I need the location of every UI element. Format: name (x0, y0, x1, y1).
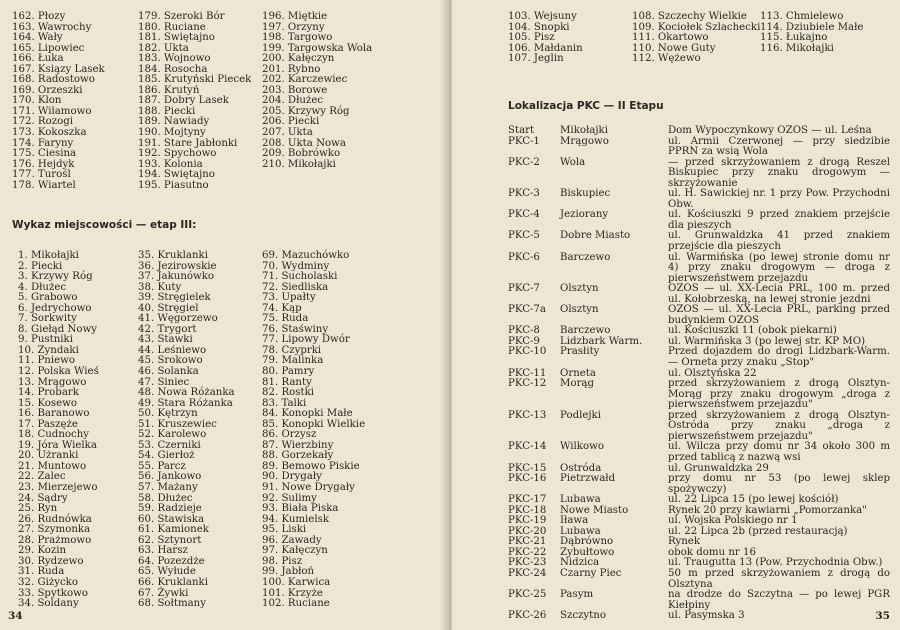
list-item: 59. Radzieje (138, 503, 202, 515)
list-item: 208. Ukta Nowa (262, 137, 346, 149)
pkc-description: na drodze do Szczytna — po lewej PGR Kiełpiny (668, 589, 890, 611)
pkc-row (508, 379, 890, 411)
list-item: 203. Borowe (262, 84, 328, 96)
pkc-code: PKC-1 (508, 135, 540, 147)
list-item: 162. Płozy (12, 11, 66, 22)
pkc-place: Nowe Miasto (560, 504, 629, 516)
list-item: 95. Liski (262, 524, 307, 536)
pkc-code: PKC-22 (508, 546, 547, 558)
pkc-code: PKC-23 (508, 557, 547, 569)
list-item: 65. Wyłude (138, 566, 196, 578)
list-item: 16. Baranowo (18, 408, 90, 420)
list-item: 179. Szeroki Bór (138, 11, 225, 22)
pkc-place: Orneta (560, 367, 596, 379)
list-item: 91. Nowe Drygały (262, 482, 355, 494)
list-item: 102. Ruciane (262, 598, 330, 610)
list-item: 86. Orzysz (262, 429, 317, 441)
pkc-description: Przed dojazdem do drogi Lidzbark-Warm. — Orneta przy znaku „Stop" (668, 346, 890, 369)
list-item: 24. Sądry (18, 492, 68, 504)
pkc-row (508, 137, 890, 158)
list-item: 114. Dziubiele Małe (760, 21, 864, 33)
list-item: 51. Kruszewiec (138, 418, 217, 430)
list-item: 201. Rybno (262, 63, 321, 75)
top-list-col3 (262, 12, 372, 170)
list-item: 6. Jedrychowo (18, 302, 92, 314)
bottom-list-col1 (18, 251, 99, 610)
list-item: 104. Snopki (508, 21, 570, 33)
list-item: 92. Sulimy (262, 492, 317, 504)
pkc-code: PKC-13 (508, 409, 547, 421)
list-item: 196. Miętkie (262, 11, 328, 22)
pkc-table (508, 126, 890, 622)
pkc-code: PKC-18 (508, 504, 547, 516)
list-item: 207. Ukta (262, 127, 313, 139)
list-item: 105. Pisz (508, 32, 555, 44)
section-heading-etap-3: Wykaz miejscowości — etap III: (12, 219, 197, 231)
list-item: 169. Orzeszki (12, 84, 83, 96)
list-item: 19. Jóra Wielka (18, 439, 97, 451)
list-item: 70. Wydminy (262, 260, 330, 272)
list-item: 79. Malinka (262, 355, 324, 367)
list-item: 13. Mrągowo (18, 376, 87, 388)
pkc-place: Dąbrówno (560, 536, 614, 548)
list-item: 80. Pamry (262, 366, 315, 378)
pkc-place: Olsztyn (560, 304, 599, 316)
pkc-code: PKC-12 (508, 378, 547, 390)
list-item: 42. Trygort (138, 323, 197, 335)
list-item: 100. Karwica (262, 576, 331, 588)
list-item: 57. Mażany (138, 482, 198, 494)
pkc-place: Lubawa (560, 525, 601, 537)
list-item: 76. Staświny (262, 323, 329, 335)
list-item: 109. Kociołek Szlachecki (632, 21, 761, 33)
pkc-code: PKC-17 (508, 494, 547, 506)
pkc-place: Wola (560, 156, 586, 168)
list-item: 168. Radostowo (12, 74, 95, 86)
list-item: 115. Łukajno (760, 32, 828, 44)
pkc-description: ul. Armii Czerwonej — przy siedzibie PPRN za wsią Wola (668, 135, 890, 158)
list-item: 78. Czyprki (262, 344, 322, 356)
list-item: 116. Mikołajki (760, 42, 834, 54)
pkc-description: 50 m przed skrzyżowaniem z drogą do Olsztyna (668, 567, 890, 590)
pkc-description: ul. Grunwaldzka 29 (668, 462, 769, 474)
pkc-description: ul. Olsztyńska 22 (668, 367, 757, 379)
list-item: 200. Kałęczyn (262, 53, 335, 65)
list-item: 197. Orzyny (262, 21, 325, 33)
list-item: 20. Użranki (18, 450, 79, 462)
list-item: 30. Rydzewo (18, 555, 84, 567)
list-item: 25. Ryn (18, 503, 58, 515)
pkc-place: Ostróda (560, 462, 602, 474)
pkc-code: PKC-20 (508, 525, 547, 537)
list-item: 36. Jezirowskie (138, 260, 217, 272)
list-item: 44. Leśniewo (138, 344, 207, 356)
list-item: 205. Krzywy Róg (262, 105, 350, 117)
pkc-description: Rynek (668, 536, 701, 548)
pkc-code: PKC-15 (508, 462, 547, 474)
list-item: 81. Ranty (262, 376, 312, 388)
list-item: 188. Piecki (138, 105, 196, 117)
right-page (452, 0, 900, 630)
pkc-place: Lidzbark Warm. (560, 335, 643, 347)
pkc-place: Podlejki (560, 409, 601, 421)
list-item: 22. Zalec (18, 471, 66, 483)
pkc-description: ul. H. Sawickiej nr. 1 przy Pow. Przychodni Obw. (668, 188, 890, 210)
list-item: 202. Karczewiec (262, 74, 348, 86)
pkc-code: PKC-3 (508, 188, 540, 200)
list-item: 96. Zawady (262, 534, 322, 546)
list-item: 56. Jankowo (138, 471, 202, 483)
list-item: 3. Krzywy Róg (18, 271, 93, 283)
pkc-row (508, 347, 890, 368)
list-item: 177. Turośl (12, 169, 71, 181)
pkc-place: Olsztyn (560, 283, 599, 295)
list-item: 189. Nawiady (138, 116, 210, 128)
list-item: 165. Lipowiec (12, 42, 85, 54)
list-item: 60. Stawiska (138, 513, 205, 525)
list-item: 26. Rudnówka (18, 513, 92, 525)
page-number-left: 34 (8, 610, 23, 622)
pkc-row (508, 189, 890, 210)
list-item: 67. Żywki (138, 587, 189, 599)
pkc-code: PKC-5 (508, 230, 540, 242)
pkc-code: PKC-4 (508, 209, 540, 221)
list-item: 193. Kolonia (138, 158, 203, 170)
list-item: 73. Upałty (262, 292, 316, 304)
pkc-code: PKC-9 (508, 335, 540, 347)
pkc-description: OZOS — ul. XX-Lecia PRL, parking przed budynkiem OZOS (668, 304, 890, 326)
pkc-description: ul. 22 Lipca 2b (przed restauracją) (668, 525, 848, 537)
list-item: 170. Klon (12, 95, 62, 107)
pkc-row (508, 590, 890, 611)
list-item: 182. Ukta (138, 42, 189, 54)
list-item: 183. Wojnowo (138, 53, 211, 65)
list-item: 23. Mierzejewo (18, 482, 98, 494)
right-top-list-col1 (508, 12, 583, 65)
list-item: 94. Kumielsk (262, 513, 329, 525)
pkc-description: Rynek 20 przy kawiarni „Pomorzanka" (668, 504, 867, 516)
list-item: 106. Małdanin (508, 42, 583, 54)
pkc-code: Start (508, 125, 535, 136)
pkc-description: ul. Grunwaldzka 41 przed znakiem przejście dla pieszych (668, 230, 890, 253)
list-item: 176. Hejdyk (12, 158, 75, 170)
list-item: 178. Wiartel (12, 179, 76, 191)
pkc-code: PKC-26 (508, 610, 547, 622)
pkc-place: Barczewo (560, 251, 611, 263)
list-item: 210. Mikołajki (262, 158, 336, 170)
pkc-code: PKC-6 (508, 251, 540, 263)
list-item: 49. Stara Różanka (138, 397, 233, 409)
pkc-place: Nidzica (560, 557, 600, 569)
pkc-table-body (508, 126, 890, 622)
list-item: 113. Chmielewo (760, 11, 844, 22)
list-item: 15. Kosewo (18, 397, 78, 409)
pkc-description: przy domu nr 53 (po lewej sklep spożywczy) (668, 473, 890, 495)
list-item: 209. Bobrówko (262, 148, 341, 160)
pkc-code: PKC-14 (508, 441, 547, 453)
list-item: 174. Faryny (12, 137, 74, 149)
list-item: 187. Dobry Lasek (138, 95, 229, 107)
page-number-right: 35 (875, 610, 890, 622)
list-item: 194. Swiętajno (138, 169, 215, 181)
pkc-row (508, 474, 890, 495)
list-item: 89. Bemowo Piskie (262, 460, 360, 472)
list-item: 5. Grabowo (18, 292, 78, 304)
pkc-place: Zybułtowo (560, 546, 615, 558)
list-item: 7. Sorkwity (18, 313, 77, 325)
pkc-row (508, 158, 890, 190)
pkc-description: ul. Pasymska 3 (668, 610, 745, 622)
pkc-row (508, 126, 890, 137)
list-item: 90. Drygały (262, 471, 322, 483)
list-item: 167. Ksiązy Lasek (12, 63, 105, 75)
list-item: 112. Wężewo (632, 53, 701, 65)
pkc-description: przed skrzyżowaniem z drogą Olsztyn-Ostróda przy znaku „droga z pierwszeństwem przejazdu" (668, 409, 890, 442)
list-item: 29. Kozin (18, 545, 67, 557)
pkc-code: PKC-7a (508, 304, 546, 316)
list-item: 163. Wawrochy (12, 21, 92, 33)
pkc-place: Jeziorany (560, 209, 609, 221)
list-item: 12. Polska Wieś (18, 366, 99, 378)
pkc-row (508, 442, 890, 463)
list-item: 195. Piasutno (138, 179, 209, 191)
pkc-code: PKC-24 (508, 567, 547, 579)
list-item: 75. Ruda (262, 313, 309, 325)
list-item: 61. Kamionek (138, 524, 209, 536)
pkc-description: ul. Wilcza przy domu nr 34 około 300 m przed tablicą z nazwą wsi (668, 441, 890, 463)
pkc-place: Barczewo (560, 325, 611, 337)
list-item: 180. Ruciane (138, 21, 206, 33)
pkc-description: ul. Warmińska 3 (po lewej str. KP MO) (668, 335, 866, 347)
pkc-description: ul. Traugutta 13 (Pow. Przychodnia Obw.) (668, 557, 883, 569)
list-item: 84. Konopki Małe (262, 408, 353, 420)
pkc-row (508, 210, 890, 231)
pkc-row (508, 411, 890, 443)
list-item: 68. Sołtmany (138, 598, 206, 610)
list-item: 204. Dłużec (262, 95, 324, 107)
list-item: 66. Kruklanki (138, 576, 208, 588)
right-top-list-col2 (632, 12, 760, 65)
list-item: 175. Ciesina (12, 148, 77, 160)
pkc-place: Mikołajki (560, 125, 608, 136)
list-item: 185. Krutyński Piecek (138, 74, 252, 86)
list-item: 39. Stręgielek (138, 292, 211, 304)
list-item: 74. Kąp (262, 302, 302, 314)
list-item: 77. Lipowy Dwór (262, 334, 350, 346)
pkc-description: — przed skrzyżowaniem z drogą Reszel Biskupiec przy znaku drogowym — skrzyżowanie (668, 156, 890, 189)
list-item: 43. Stawki (138, 334, 193, 346)
list-item: 55. Parcz (138, 460, 186, 472)
list-item: 191. Stare Jabłonki (138, 137, 238, 149)
top-list-col2 (138, 12, 251, 191)
list-item: 17. Paszęże (18, 418, 78, 430)
list-item: 206. Piecki (262, 116, 320, 128)
list-item: 1. Mikołajki (18, 250, 79, 261)
pkc-description: ul. Kościuszki 11 (obok piekarni) (668, 325, 837, 337)
list-item: 64. Pozezdże (138, 555, 205, 567)
list-item: 192. Spychowo (138, 148, 217, 160)
list-item: 31. Ruda (18, 566, 65, 578)
section-heading-pkc: Lokalizacja PKC — II Etapu (508, 100, 664, 112)
list-item: 35. Kruklanki (138, 250, 208, 261)
list-item: 88. Gorzekały (262, 450, 334, 462)
list-item: 98. Pisz (262, 555, 303, 567)
pkc-description: ul. Kościuszki 9 przed znakiem przejście dla pieszych (668, 209, 890, 231)
top-list-col1 (12, 12, 105, 191)
list-item: 71. Sucholaski (262, 271, 338, 283)
list-item: 198. Targowo (262, 32, 333, 44)
pkc-row (508, 305, 890, 326)
pkc-code: PKC-19 (508, 515, 547, 527)
list-item: 72. Siedliska (262, 281, 329, 293)
right-top-list-col3 (760, 12, 863, 54)
list-item: 108. Szczechy Wielkie (632, 11, 747, 22)
pkc-description: OZOS — ul. XX-Lecia PRL, 100 m. przed ul. Kołobrzeską, na lewej stronie jezdni (668, 283, 890, 305)
list-item: 97. Kałęczyn (262, 545, 328, 557)
pkc-description: przed skrzyżowaniem z drogą Olsztyn-Morąg przy znaku drogowym „droga z pierwszeństwem przejazdu" (668, 378, 890, 411)
list-item: 54. Gierłoż (138, 450, 195, 462)
list-item: 63. Harsz (138, 545, 188, 557)
list-item: 14. Probark (18, 387, 79, 399)
pkc-place: Morąg (560, 378, 595, 390)
pkc-description: obok domu nr 16 (668, 546, 756, 558)
list-item: 33. Spytkowo (18, 587, 88, 599)
pkc-code: PKC-10 (508, 346, 547, 358)
list-item: 99. Jabłoń (262, 566, 315, 578)
list-item: 93. Biała Piska (262, 503, 339, 515)
list-item: 11. Pniewo (18, 355, 75, 367)
list-item: 173. Kokoszka (12, 127, 87, 139)
list-item: 18. Cudnochy (18, 429, 90, 441)
list-item: 83. Talki (262, 397, 307, 409)
pkc-place: Lubawa (560, 494, 601, 506)
list-item: 37. Jakunówko (138, 271, 215, 283)
list-item: 172. Rozogi (12, 116, 74, 128)
list-item: 47. Siniec (138, 376, 190, 388)
list-item: 190. Mojtyny (138, 127, 206, 139)
list-item: 164. Wały (12, 32, 63, 44)
list-item: 101. Krzyże (262, 587, 323, 599)
list-item: 4. Dłużec (18, 281, 67, 293)
pkc-place: Pietrzwałd (560, 473, 616, 485)
list-item: 48. Nowa Różanka (138, 387, 235, 399)
pkc-code: PKC-25 (508, 589, 547, 601)
list-item: 58. Dłużec (138, 492, 193, 504)
pkc-description: ul. Wojska Polskiego nr 1 (668, 515, 798, 527)
list-item: 69. Mazuchówko (262, 250, 350, 261)
list-item: 85. Konopki Wielkie (262, 418, 366, 430)
list-item: 40. Stręgiel (138, 302, 199, 314)
list-item: 53. Czerniki (138, 439, 201, 451)
pkc-description: Dom Wypoczynkowy OZOS — ul. Leśna (668, 125, 872, 136)
list-item: 27. Szymonka (18, 524, 91, 536)
list-item: 21. Muntowo (18, 460, 87, 472)
pkc-row (508, 284, 890, 305)
list-item: 46. Solanka (138, 366, 199, 378)
list-item: 107. Jeglin (508, 53, 564, 65)
pkc-description: ul. Warmińska (po lewej stronie domu nr 4) przy znaku drogowym — droga z pierwszeństwem przejazdu (668, 251, 890, 284)
list-item: 50. Kętrzyn (138, 408, 198, 420)
list-item: 2. Piecki (18, 260, 63, 272)
pkc-code: PKC-11 (508, 367, 547, 379)
list-item: 38. Kuty (138, 281, 182, 293)
pkc-place: Iława (560, 515, 589, 527)
list-item: 9. Pustniki (18, 334, 73, 346)
pkc-place: Dobre Miasto (560, 230, 631, 242)
pkc-row (508, 253, 890, 285)
pkc-code: PKC-16 (508, 473, 547, 485)
list-item: 82. Rostki (262, 387, 314, 399)
list-item: 171. Wilamowo (12, 105, 92, 117)
pkc-row (508, 611, 890, 622)
pkc-code: PKC-21 (508, 536, 547, 548)
list-item: 34. Soldany (18, 598, 79, 610)
list-item: 184. Rosocha (138, 63, 208, 75)
pkc-code: PKC-2 (508, 156, 540, 168)
pkc-row (508, 231, 890, 252)
left-page (0, 0, 448, 630)
list-item: 87. Wierzbiny (262, 439, 334, 451)
pkc-place: Prasłity (560, 346, 600, 358)
list-item: 52. Karolewo (138, 429, 207, 441)
list-item: 32. Giżycko (18, 576, 78, 588)
pkc-code: PKC-7 (508, 283, 540, 295)
list-item: 181. Swiętajno (138, 32, 215, 44)
list-item: 110. Nowe Guty (632, 42, 716, 54)
list-item: 8. Giełąd Nowy (18, 323, 98, 335)
list-item: 186. Krutyń (138, 84, 200, 96)
pkc-place: Czarny Piec (560, 567, 622, 579)
list-item: 28. Prażmowo (18, 534, 92, 546)
list-item: 62. Sztynort (138, 534, 202, 546)
pkc-row (508, 569, 890, 590)
pkc-place: Wilkowo (560, 441, 604, 453)
bottom-list-col3 (262, 251, 365, 610)
pkc-place: Szczytno (560, 610, 606, 622)
bottom-list-col2 (138, 251, 235, 610)
list-item: 166. Łuka (12, 53, 64, 65)
pkc-description: ul. 22 Lipca 15 (po lewej kościół) (668, 494, 839, 506)
list-item: 111. Okartowo (632, 32, 709, 44)
pkc-code: PKC-8 (508, 325, 540, 337)
list-item: 41. Węgorzewo (138, 313, 218, 325)
pkc-place: Pasym (560, 589, 594, 601)
pkc-place: Biskupiec (560, 188, 611, 200)
list-item: 103. Wejsuny (508, 11, 577, 22)
pkc-place: Mrągowo (560, 135, 609, 147)
list-item: 10. Zyndaki (18, 344, 79, 356)
list-item: 199. Targowska Wola (262, 42, 373, 54)
list-item: 45. Srokowo (138, 355, 203, 367)
